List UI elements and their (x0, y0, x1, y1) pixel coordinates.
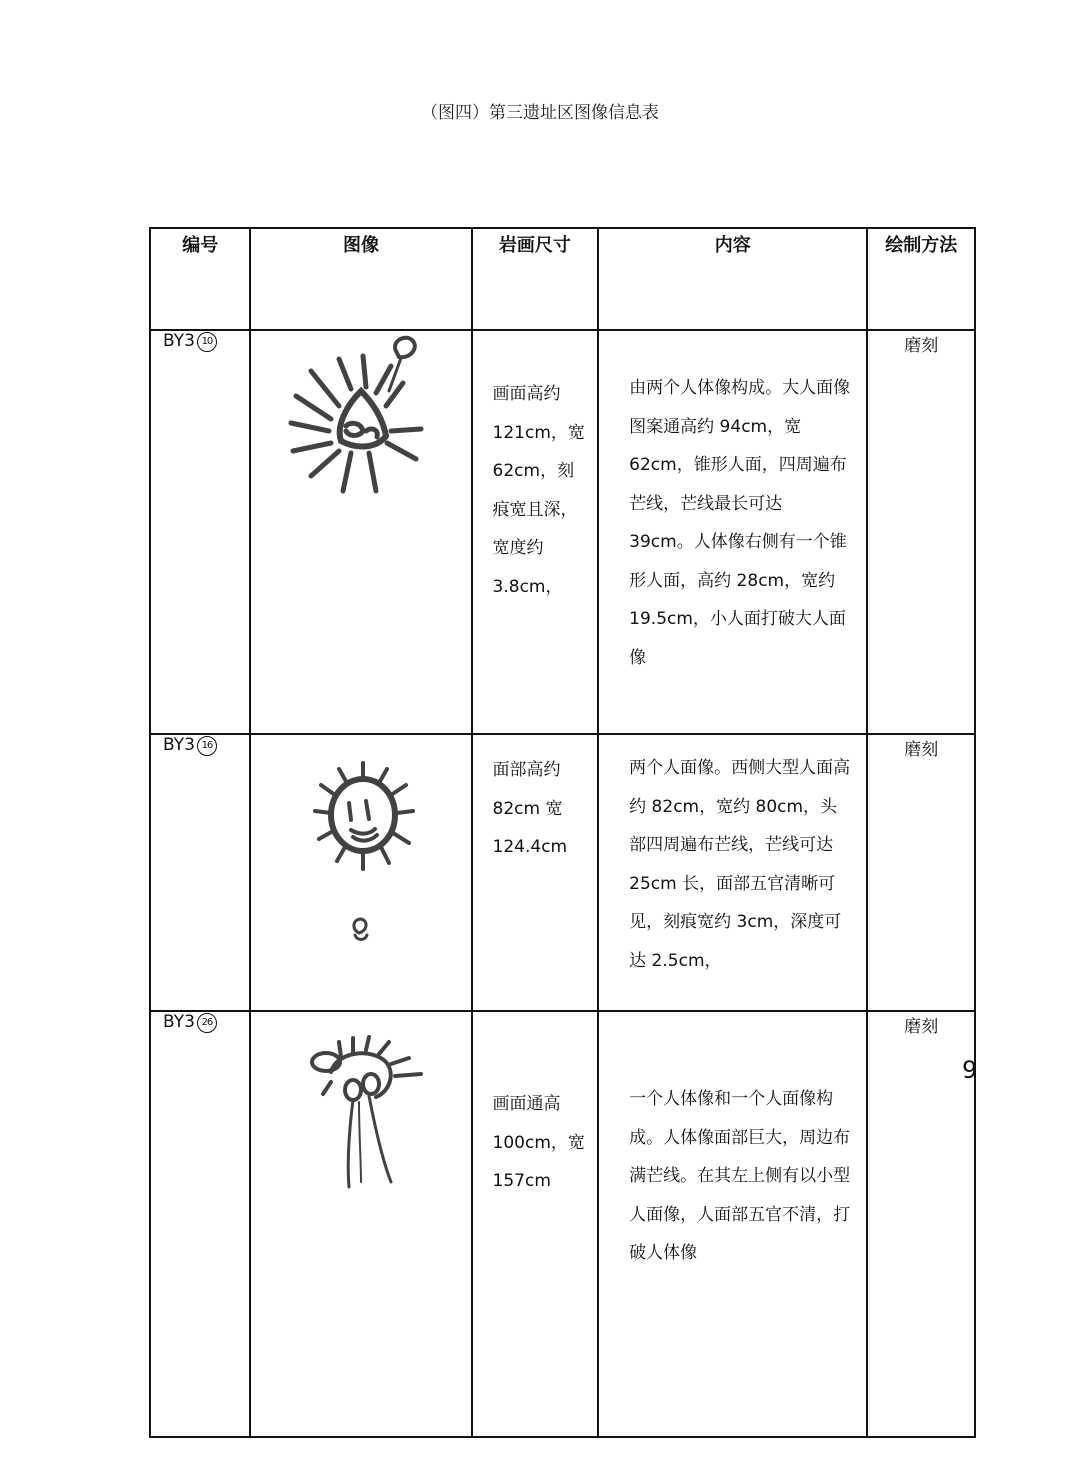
header-size: 岩画尺寸 (472, 228, 599, 330)
header-row (150, 228, 975, 330)
method-cell: 磨刻 (867, 330, 975, 734)
content-cell: 由两个人体像构成。大人面像图案通高约 94cm，宽 62cm，锥形人面，四周遍布芒线，芒线最长可达 39cm。人体像右侧有一个锥形人面，高约 28cm，宽约 19.5cm，小人面打破大人面像 (598, 330, 867, 734)
id-prefix: BY3 (163, 331, 195, 351)
rock-art-drawing-3 (251, 1012, 471, 1212)
table-caption: （图四）第三遗址区图像信息表 (421, 103, 659, 123)
size-cell: 画面高约121cm，宽 62cm，刻痕宽且深，宽度约3.8cm， (472, 330, 599, 734)
content-cell: 两个人面像。西侧大型人面高约 82cm，宽约 80cm，头部四周遍布芒线，芒线可达 25cm 长，面部五官清晰可见，刻痕宽约 3cm，深度可达 2.5cm， (598, 734, 867, 1011)
content-cell: 一个人体像和一个人面像构成。人体像面部巨大，周边布满芒线。在其左上侧有以小型人面像，人面部五官不清，打破人体像 (598, 1011, 867, 1437)
petroglyph-image (250, 734, 471, 1011)
method-cell: 磨刻 (867, 734, 975, 1011)
circled-number: 26 (197, 1013, 217, 1033)
size-cell: 画面通高 100cm，宽 157cm (472, 1011, 599, 1437)
circled-number: 16 (197, 736, 217, 756)
id-prefix: BY3 (163, 1012, 195, 1032)
id-prefix: BY3 (163, 735, 195, 755)
size-cell: 面部高约 82cm 宽 124.4cm (472, 734, 599, 1011)
table-row (150, 734, 975, 1011)
petroglyph-image (250, 1011, 471, 1437)
table-row (150, 1011, 975, 1437)
rock-art-drawing-2 (251, 735, 471, 975)
header-method: 绘制方法 (867, 228, 975, 330)
table-row (150, 330, 975, 734)
page-number: 9 (962, 1056, 978, 1084)
petroglyph-image (250, 330, 471, 734)
rock-art-drawing-1 (251, 331, 471, 531)
header-content: 内容 (598, 228, 867, 330)
row-id (150, 1011, 250, 1437)
method-cell: 磨刻 (867, 1011, 975, 1437)
header-image: 图像 (250, 228, 471, 330)
circled-number: 10 (197, 332, 217, 352)
header-id: 编号 (150, 228, 250, 330)
row-id (150, 734, 250, 1011)
row-id (150, 330, 250, 734)
rock-art-info-table (149, 227, 976, 1438)
